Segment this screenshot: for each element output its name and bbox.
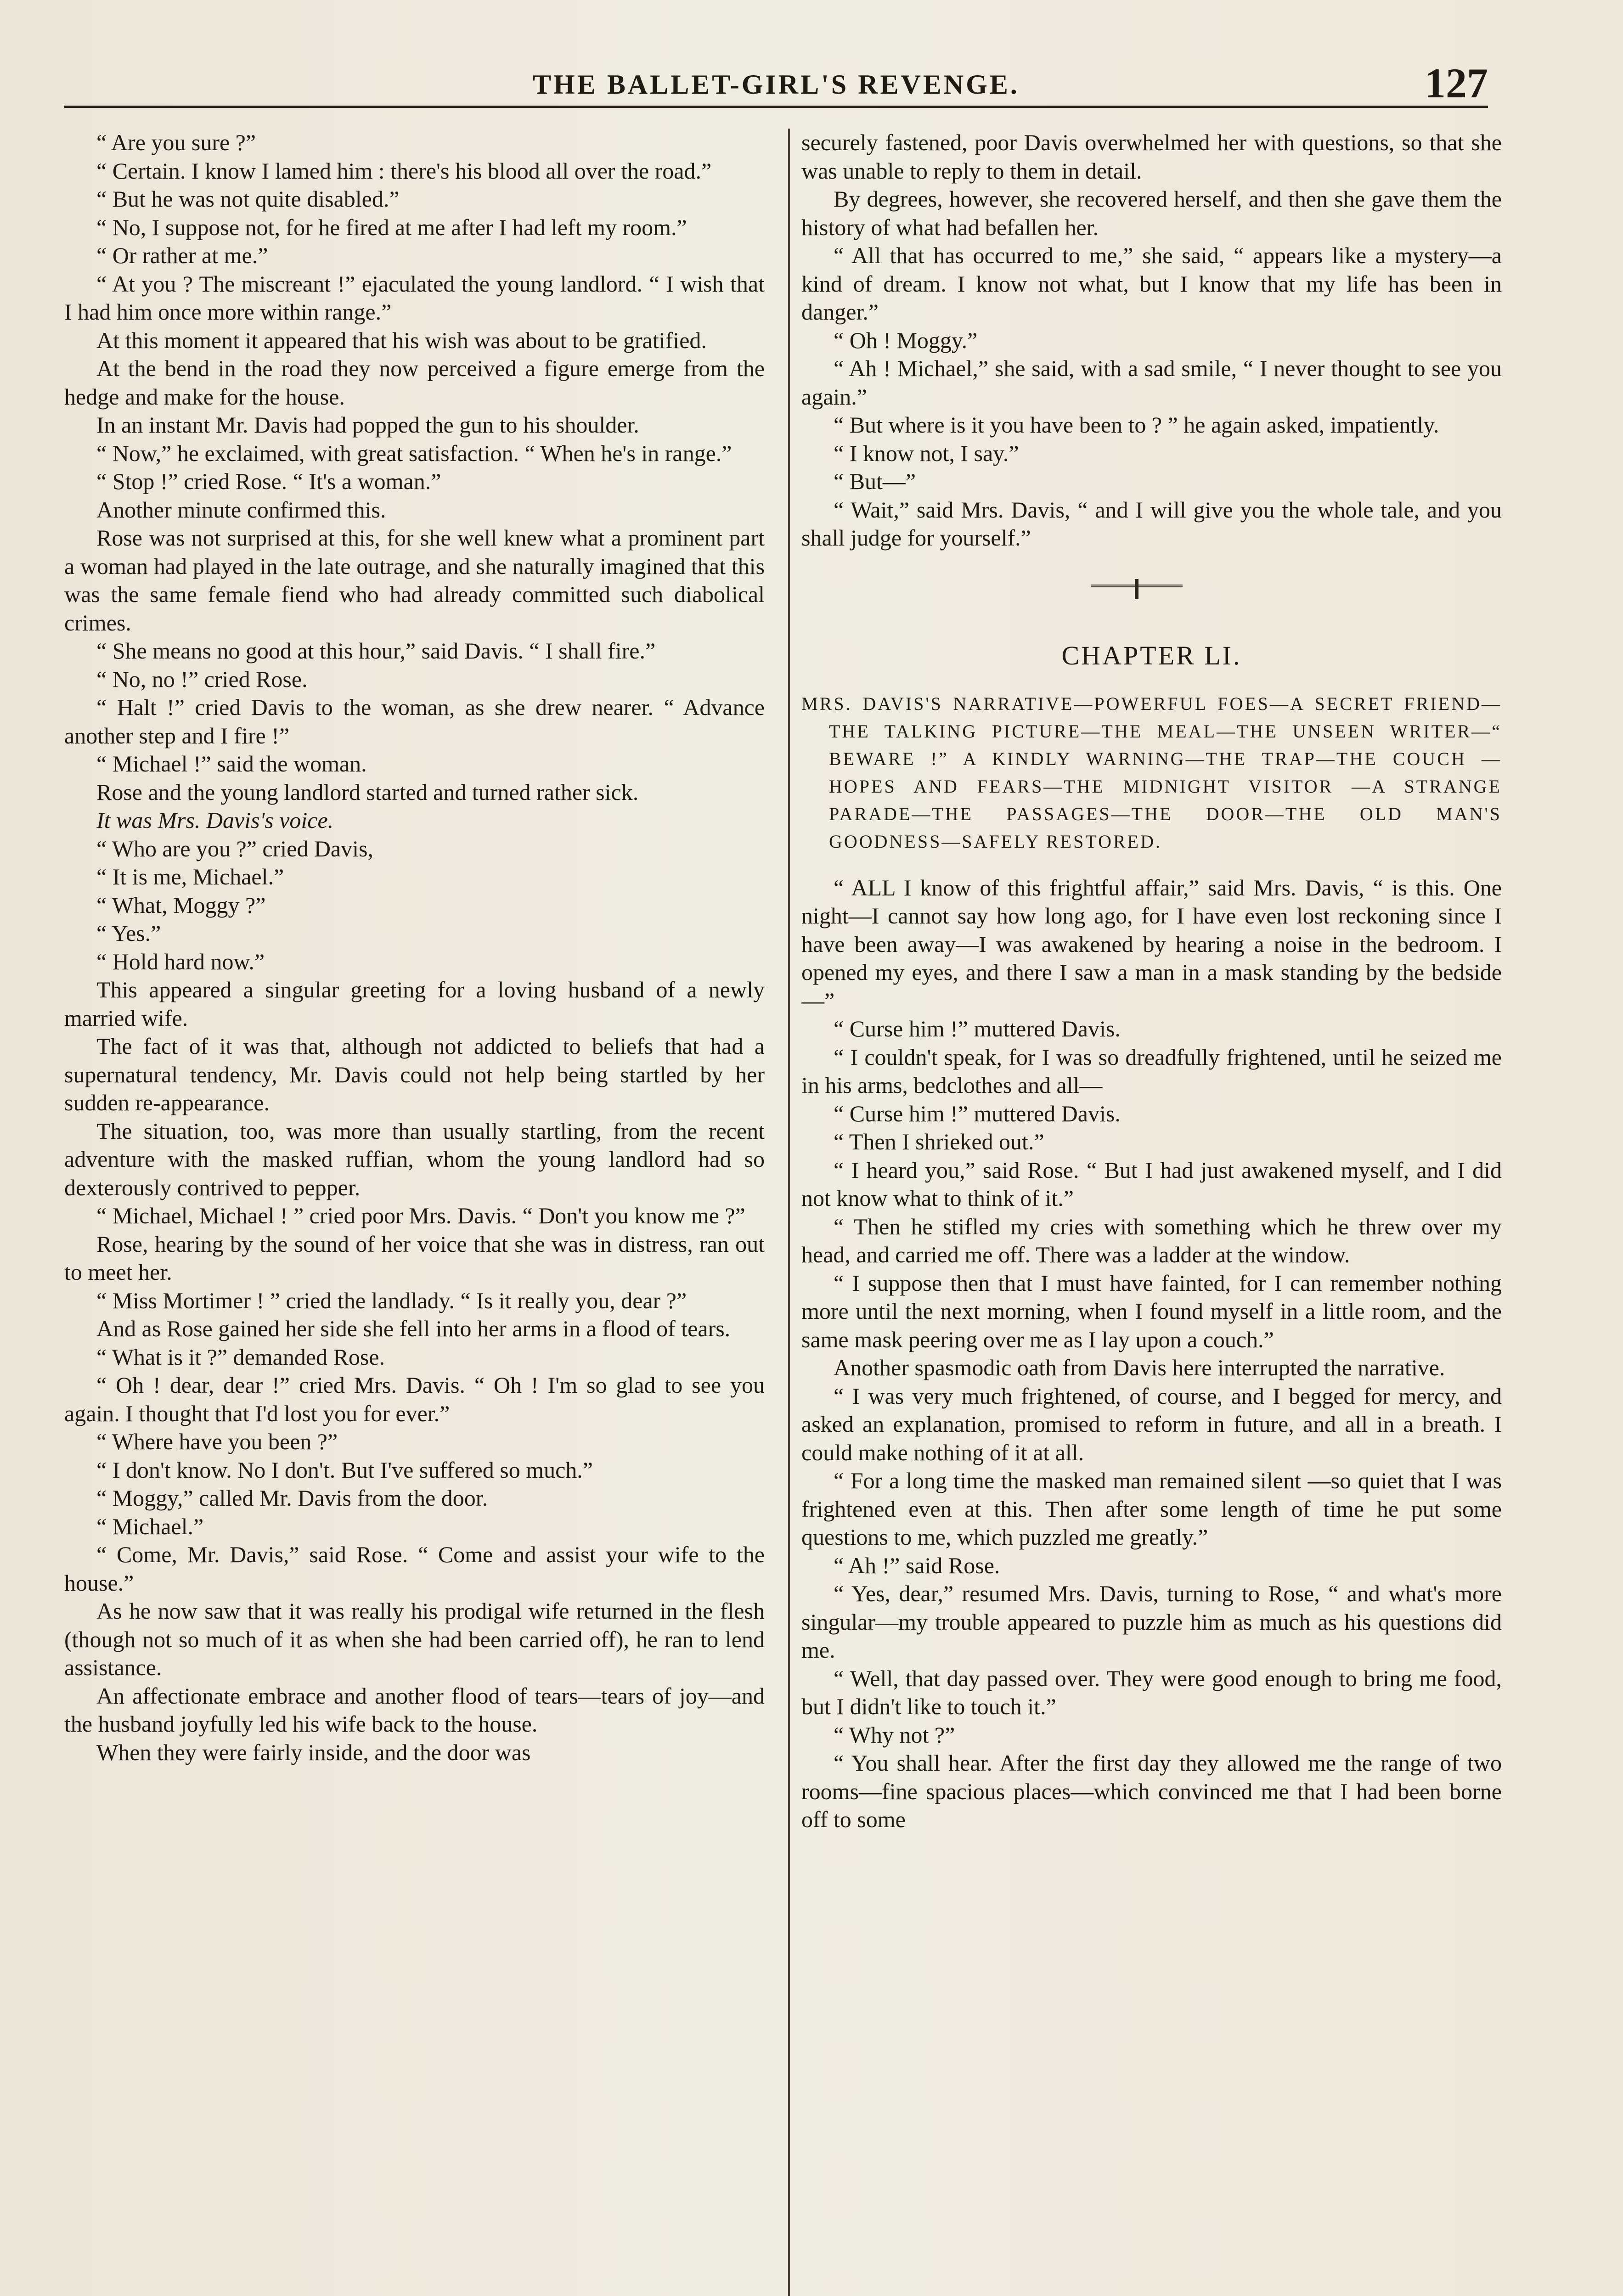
paragraph: “ Why not ?” [834,1722,955,1748]
paragraph: “ Certain. I know I lamed him : there's his blood all over the road.” [96,158,712,184]
paragraph: “ Who are you ?” cried Davis, [96,835,373,861]
paragraph: An affectionate embrace and another flood of tears—tears of joy—and the husband joyfully led his wife back to the house. [64,1683,765,1737]
column-divider [788,129,790,2296]
paragraph: When they were fairly inside, and the door was [96,1739,531,1765]
paragraph: “ She means no good at this hour,” said Davis. “ I shall fire.” [96,638,656,664]
paragraph: As he now saw that it was really his prodigal wife returned in the flesh (though not so much of it as when she had been carried off), he ran to lend assistance. [64,1598,765,1680]
paragraph: “ Wait,” said Mrs. Davis, “ and I will give you the whole tale, and you shall judge for yourself.” [801,496,1502,551]
paragraph: “ Ah !” said Rose. [834,1552,1000,1578]
left-column [64,129,765,2296]
paragraph: “ I don't know. No I don't. But I've suffered so much.” [96,1457,593,1483]
paragraph: “ I was very much frightened, of course, and I begged for mercy, and asked an explanation, promised to reform in future, and all in a breath. I could make nothing of it at all. [801,1383,1502,1465]
paragraph: Another minute confirmed this. [96,496,386,523]
paragraph: Rose, hearing by the sound of her voice that she was in distress, ran out to meet her. [64,1231,765,1285]
paragraph: “ Now,” he exclaimed, with great satisfaction. “ When he's in range.” [96,440,732,466]
paragraph: Rose and the young landlord started and turned rather sick. [96,779,639,805]
paragraph: “ Oh ! Moggy.” [834,327,978,353]
chapter-summary [801,690,1502,855]
paragraph: “ Then I shrieked out.” [834,1129,1044,1154]
paragraph: “ Are you sure ?” [96,129,256,155]
paragraph: The fact of it was that, although not addicted to beliefs that had a supernatural tendency, Mr. Davis could not help being startled by her sudden re-appearance. [64,1033,765,1115]
paragraph: This appeared a singular greeting for a loving husband of a newly married wife. [64,977,765,1031]
paragraph: “ I suppose then that I must have fainted, for I can remember nothing more until the next morning, when I found myself in a little room, and the same mask peering over me as I lay upon a couch.” [801,1270,1502,1352]
paragraph: “ Michael !” said the woman. [96,751,367,777]
paragraph: “ I couldn't speak, for I was so dreadfully frightened, until he seized me in his arms, bedclothes and all— [801,1044,1502,1098]
paragraph: “ Oh ! dear, dear !” cried Mrs. Davis. “ Oh ! I'm so glad to see you again. I thought that I'd lost you for ever.” [64,1372,765,1426]
paragraph: “ It is me, Michael.” [96,864,284,889]
paragraph: At this moment it appeared that his wish was about to be gratified. [96,327,707,353]
paragraph: “ At you ? The miscreant !” ejaculated the young landlord. “ I wish that I had him once more within range.” [64,270,765,325]
paragraph: “ Well, that day passed over. They were good enough to bring me food, but I didn't like to touch it.” [801,1665,1502,1719]
paragraph: The situation, too, was more than usually startling, from the recent adventure with the masked ruffian, whom the young landlord had so dexterously contrived to pepper. [64,1118,765,1200]
paragraph: “ Then he stifled my cries with something which he threw over my head, and carried me off. There was a ladder at the window. [801,1213,1502,1267]
paragraph: “ Moggy,” called Mr. Davis from the door. [96,1485,488,1511]
paragraph: “ Stop !” cried Rose. “ It's a woman.” [96,468,441,494]
paragraph: “ What, Moggy ?” [96,892,266,918]
page-number: 127 [1425,60,1488,107]
paragraph: “ Yes.” [96,920,161,946]
paragraph: It was Mrs. Davis's voice. [96,807,334,833]
paragraph: In an instant Mr. Davis had popped the gun to his shoulder. [96,412,639,438]
chapter-title: CHAPTER LI. [1061,640,1242,670]
paragraph: “ But where is it you have been to ? ” he again asked, impatiently. [834,412,1439,438]
paragraph: “ For a long time the masked man remained silent —so quiet that I was frightened even at this. Then after some length of time he put some questions to me, which puzzled me greatly.” [801,1468,1502,1550]
paragraph: “ Or rather at me.” [96,242,268,268]
right-column-top [801,129,1502,552]
paragraph: And as Rose gained her side she fell into her arms in a flood of tears. [96,1316,731,1341]
running-header [64,51,1488,108]
paragraph: securely fastened, poor Davis overwhelmed her with questions, so that she was unable to reply to them in detail. [801,129,1502,184]
paragraph: “ All that has occurred to me,” she said, “ appears like a mystery—a kind of dream. I know not what, but I know that my life has been in danger.” [801,242,1502,325]
paragraph: “ What is it ?” demanded Rose. [96,1344,385,1370]
paragraph: “ Curse him !” muttered Davis. [834,1016,1121,1041]
paragraph: “ Ah ! Michael,” she said, with a sad smile, “ I never thought to see you again.” [801,355,1502,410]
paragraph: “ Hold hard now.” [96,948,265,974]
paragraph: At the bend in the road they now perceived a figure emerge from the hedge and make for the house. [64,355,765,410]
paragraph: “ But he was not quite disabled.” [96,186,400,212]
running-title: THE BALLET-GIRL'S REVENGE. [533,69,1020,100]
paragraph: “ Michael, Michael ! ” cried poor Mrs. Davis. “ Don't you know me ?” [96,1203,745,1228]
paragraph: Another spasmodic oath from Davis here interrupted the narrative. [834,1355,1445,1380]
paragraph: “ But—” [834,468,916,494]
paragraph: “ ALL I know of this frightful affair,” said Mrs. Davis, “ is this. One night—I cannot say how long ago, for I have even lost reckoning since I have been away—I was awakened by hearing a noise in the bedroom. I opened my eyes, and there I saw a man in a mask standing by the bedside—” [801,874,1502,1013]
right-column [801,129,1502,2296]
section-break [801,552,1502,640]
paragraph: “ You shall hear. After the first day they allowed me the range of two rooms—fine spacious places—which convinced me that I had been borne off to some [801,1750,1502,1832]
paragraph: “ Come, Mr. Davis,” said Rose. “ Come and assist your wife to the house.” [64,1542,765,1596]
chapter-summary-text: MRS. DAVIS'S NARRATIVE—POWERFUL FOES—A SECRET FRIEND—THE TALKING PICTURE—THE MEAL—THE UNSEEN WRITER—“ BEWARE !” A KINDLY WARNING—THE TRAP—THE COUCH —HOPES AND FEARS—THE MIDNIGHT VISITOR —A STRANGE PARADE—THE PASSAGES—THE DOOR—THE OLD MAN'S GOODNESS—SAFELY RESTORED. [801,693,1502,852]
paragraph: “ Michael.” [96,1513,204,1539]
paragraph: “ I heard you,” said Rose. “ But I had just awakened myself, and I did not know what to think of it.” [801,1157,1502,1211]
paragraph: “ Halt !” cried Davis to the woman, as she drew nearer. “ Advance another step and I fire !” [64,694,765,748]
paragraph: “ Miss Mortimer ! ” cried the landlady. “ Is it really you, dear ?” [96,1287,687,1313]
right-column-bottom [801,874,1502,1834]
section-break-rule [1091,585,1183,601]
paragraph: By degrees, however, she recovered herself, and then she gave them the history of what had befallen her. [801,186,1502,240]
paragraph: “ No, no !” cried Rose. [96,666,308,692]
paragraph: “ Where have you been ?” [96,1429,338,1454]
paragraph: “ I know not, I say.” [834,440,1019,466]
paragraph: Rose was not surprised at this, for she well knew what a prominent part a woman had played in the late outrage, and she naturally imagined that this was the same female fiend who had already committed such diabolical crimes. [64,525,765,636]
paragraph: “ No, I suppose not, for he fired at me after I had left my room.” [96,214,687,240]
paragraph: “ Yes, dear,” resumed Mrs. Davis, turning to Rose, “ and what's more singular—my trouble appeared to puzzle him as much as his questions did me. [801,1581,1502,1663]
paragraph: “ Curse him !” muttered Davis. [834,1100,1121,1126]
